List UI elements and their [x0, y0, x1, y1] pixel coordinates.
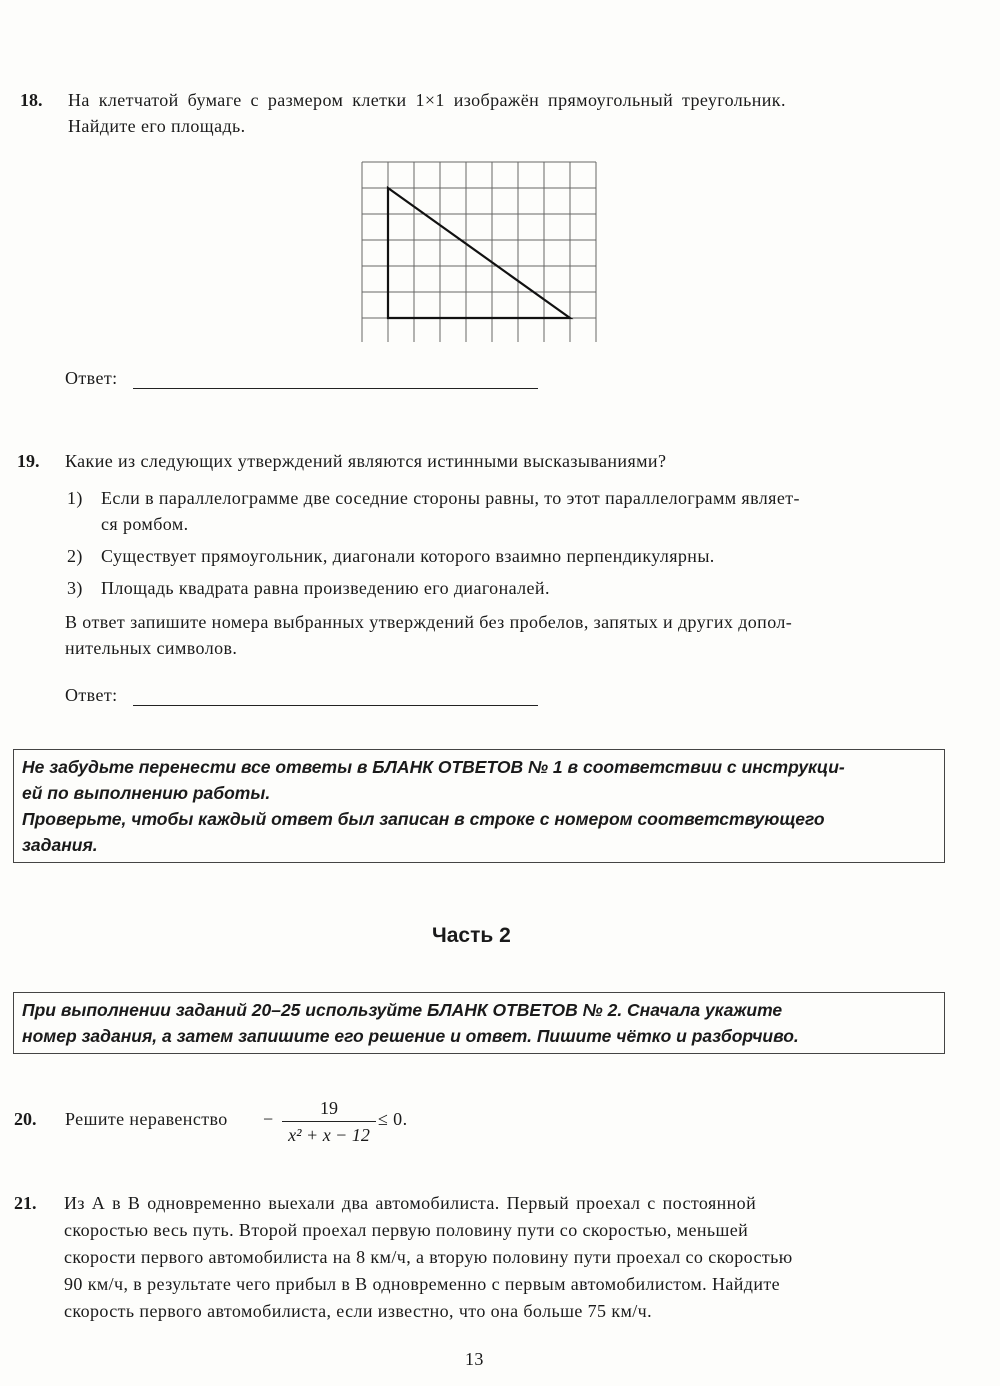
task-21-text-line3: скорости первого автомобилиста на 8 км/ч, а вторую половину пути проехал со скоростью [64, 1247, 793, 1267]
option-3-number: 3) [67, 578, 83, 598]
task-18-text-line2: Найдите его площадь. [68, 116, 246, 136]
grid-triangle-figure [360, 160, 602, 342]
option-2-number: 2) [67, 546, 83, 566]
task-21-text-line1: Из А в В одновременно выехали два автомобилиста. Первый проехал с постоянной [64, 1193, 757, 1213]
notice-2-line2: номер задания, а затем запишите его решение и ответ. Пишите чётко и разборчиво. [22, 1026, 799, 1046]
task-21-text-line4: 90 км/ч, в результате чего прибыл в В одновременно с первым автомобилистом. Найдите [64, 1274, 781, 1294]
fraction-bar [282, 1121, 376, 1122]
task-19-answer-label: Ответ: [65, 685, 118, 705]
right-triangle [388, 188, 570, 318]
answer-form-1-notice [13, 749, 945, 863]
fraction-minus-sign: − [263, 1109, 274, 1129]
task-20-text: Решите неравенство [65, 1109, 228, 1129]
task-18-number: 18. [20, 90, 43, 110]
task-21-text-line2: скоростью весь путь. Второй проехал первую половину пути со скоростью, меньшей [64, 1220, 749, 1240]
task-18-text-line1: На клетчатой бумаге с размером клетки 1×1 изображён прямоугольный треугольник. [68, 90, 786, 110]
notice-1-line3: Проверьте, чтобы каждый ответ был записан в строке с номером соответствующего [22, 809, 825, 829]
task-19-instruction-line1: В ответ запишите номера выбранных утверждений без пробелов, запятых и других допол- [65, 612, 793, 632]
answer-form-2-notice [13, 992, 945, 1054]
task-18-answer-label: Ответ: [65, 368, 118, 388]
task-19-answer-field[interactable] [133, 705, 538, 706]
notice-1-line2: ей по выполнению работы. [22, 783, 271, 803]
notice-1-line4: задания. [22, 835, 98, 855]
inequality-tail: ≤ 0. [378, 1109, 408, 1129]
task-19-instruction-line2: нительных символов. [65, 638, 238, 658]
task-21-number: 21. [14, 1193, 37, 1213]
task-20-number: 20. [14, 1109, 37, 1129]
notice-2-line1: При выполнении заданий 20–25 используйте БЛАНК ОТВЕТОВ № 2. Сначала укажите [22, 1000, 783, 1020]
option-1-number: 1) [67, 488, 83, 508]
task-18-answer-field[interactable] [133, 388, 538, 389]
option-1-text-line1: Если в параллелограмме две соседние стороны равны, то этот параллелограмм являет- [101, 488, 800, 508]
fraction-denominator: x² + x − 12 [288, 1125, 370, 1145]
task-19-question: Какие из следующих утверждений являются истинными высказываниями? [65, 451, 667, 471]
notice-1-line1: Не забудьте перенести все ответы в БЛАНК ОТВЕТОВ № 1 в соответствии с инструкци- [22, 757, 845, 777]
task-19-number: 19. [17, 451, 40, 471]
page-number: 13 [465, 1349, 484, 1369]
part-2-title: Часть 2 [432, 924, 511, 947]
fraction-numerator: 19 [320, 1098, 338, 1118]
option-3-text: Площадь квадрата равна произведению его диагоналей. [101, 578, 550, 598]
option-2-text: Существует прямоугольник, диагонали которого взаимно перпендикулярны. [101, 546, 715, 566]
option-1-text-line2: ся ромбом. [101, 514, 189, 534]
task-21-text-line5: скорость первого автомобилиста, если известно, что она больше 75 км/ч. [64, 1301, 653, 1321]
